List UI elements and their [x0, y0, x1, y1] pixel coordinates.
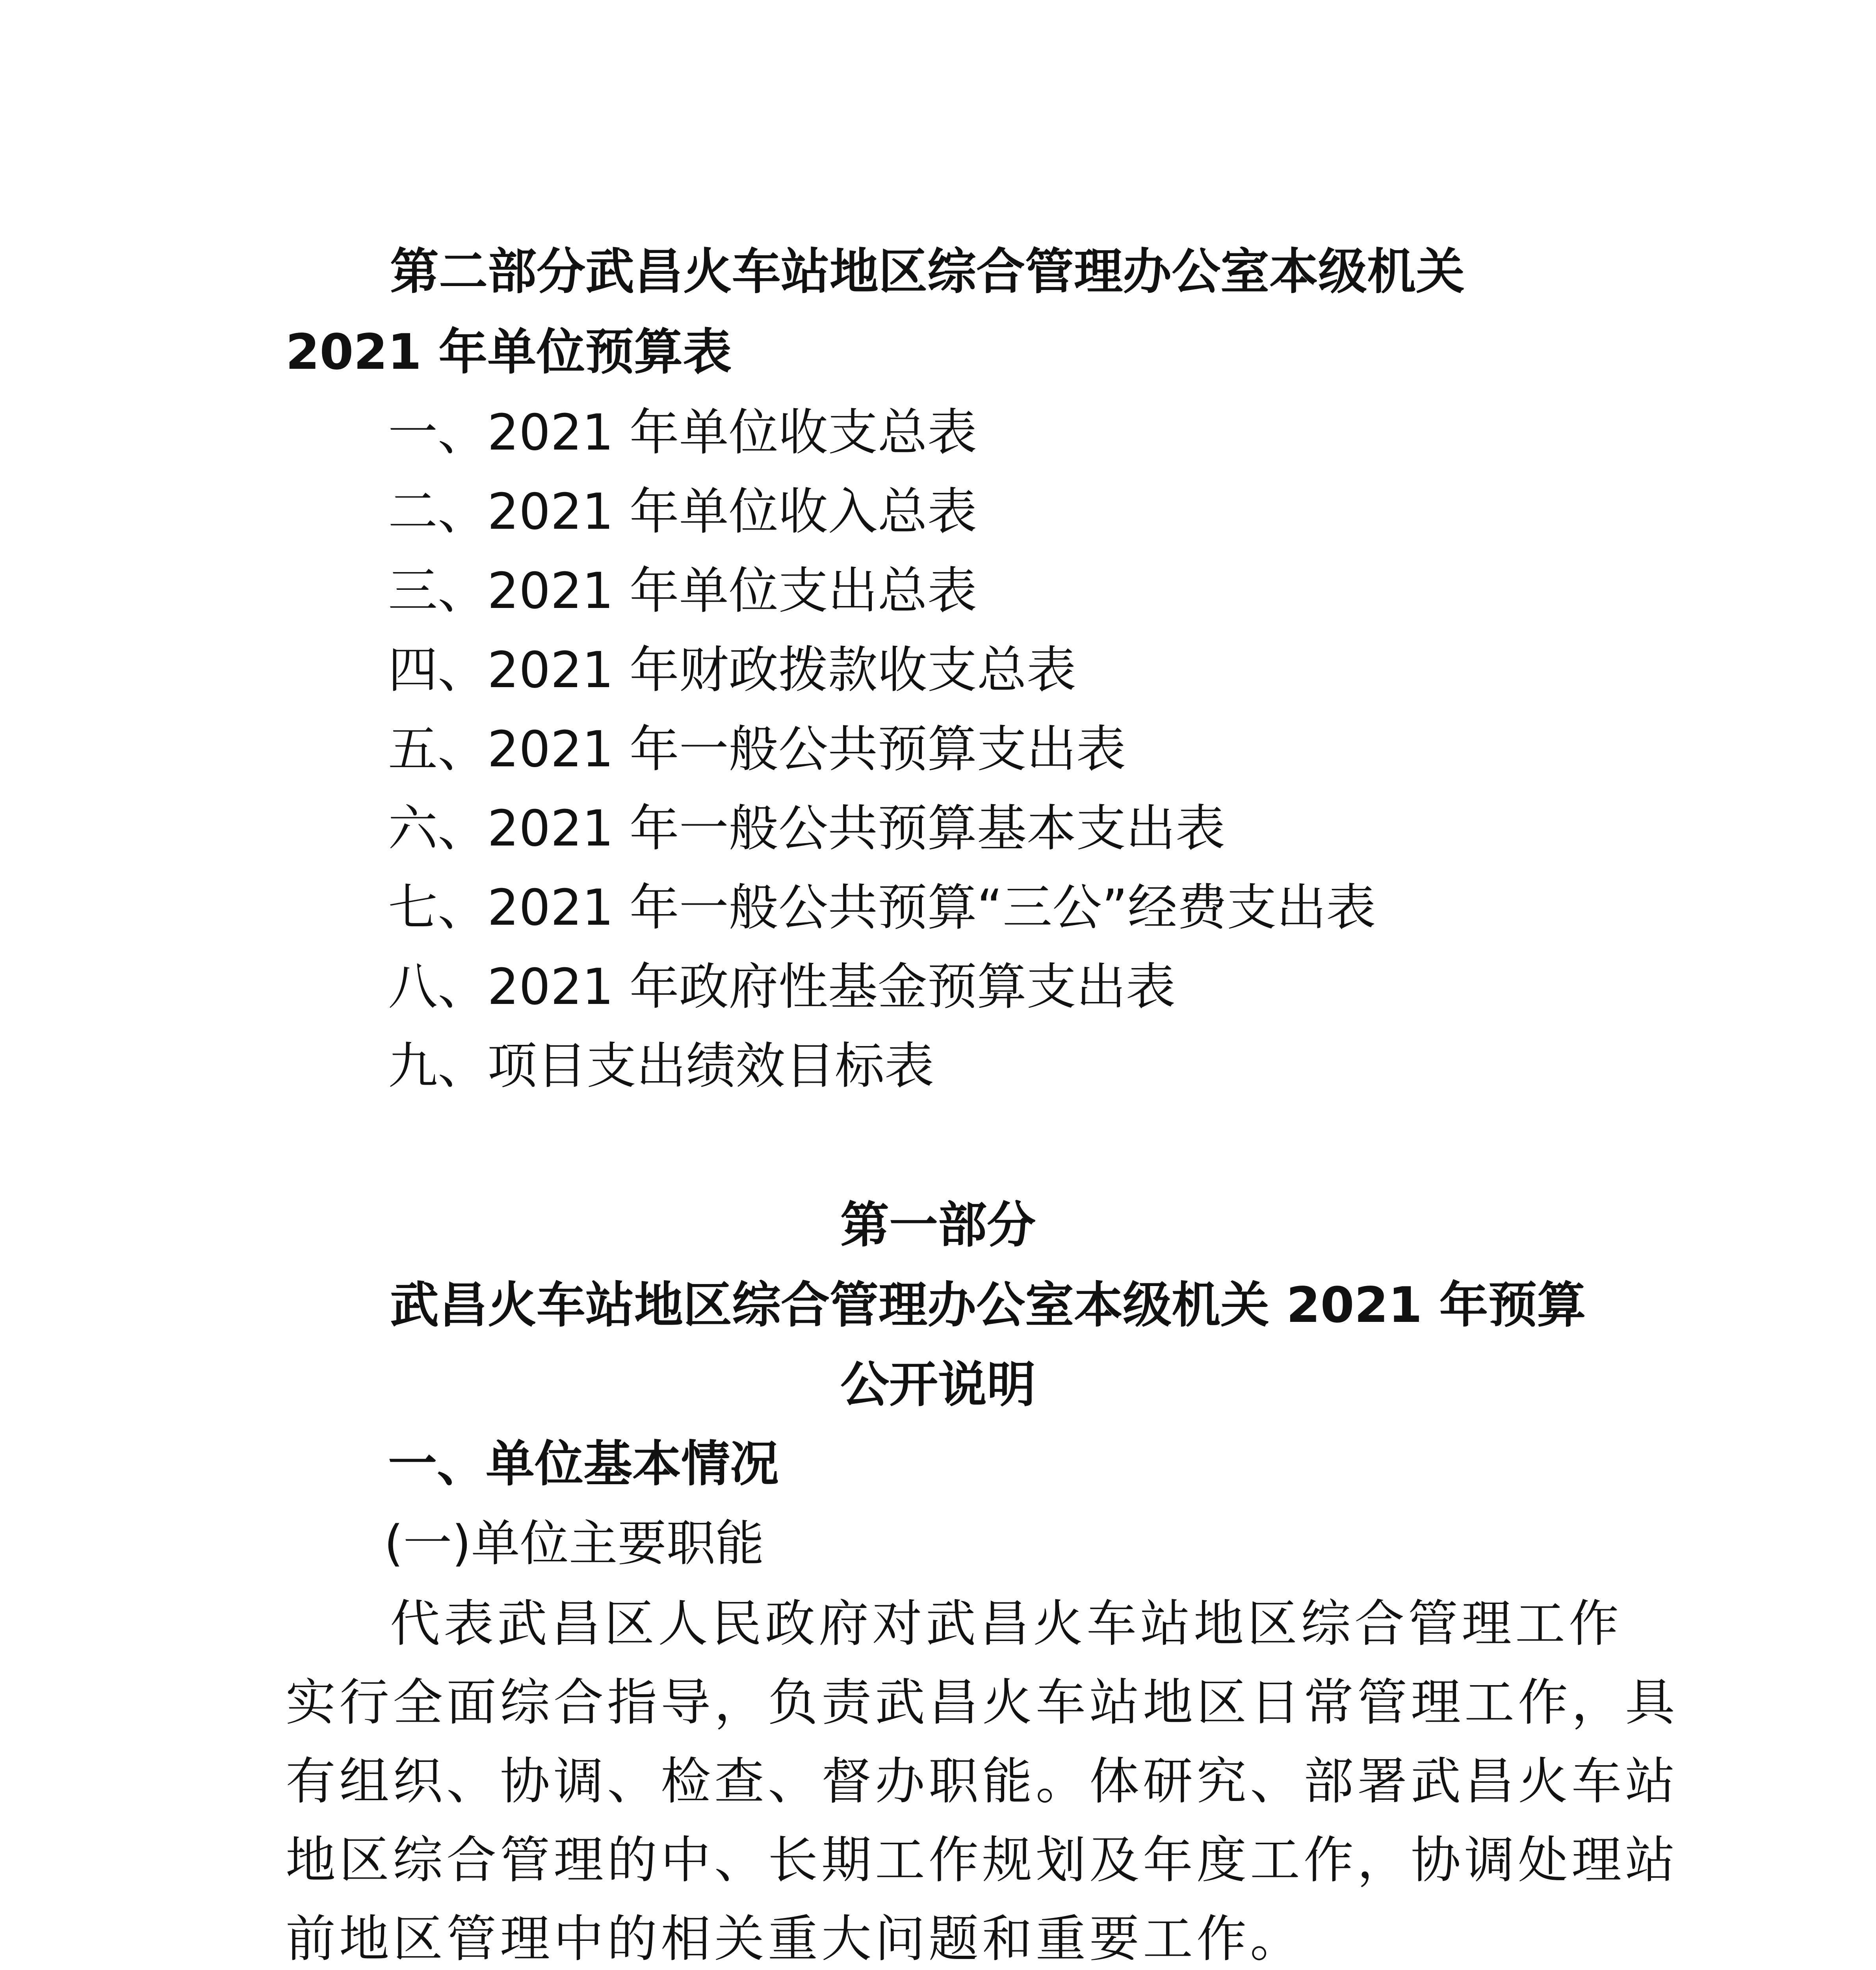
section-heading-unit-basic-info: 一、单位基本情况 — [388, 1436, 779, 1492]
part-one-title-line1: 武昌火车站地区综合管理办公室本级机关 2021 年预算 — [390, 1277, 1586, 1334]
part-two-title-line2: 2021 年单位预算表 — [286, 324, 732, 381]
functions-paragraph-line4: 地区综合管理的中、长期工作规划及年度工作，协调处理站 — [286, 1831, 1679, 1889]
functions-paragraph-line5: 前地区管理中的相关重大问题和重要工作。 — [286, 1910, 1304, 1968]
part-one-label: 第一部分 — [840, 1197, 1036, 1254]
part-two-title-line1: 第二部分武昌火车站地区综合管理办公室本级机关 — [390, 243, 1465, 300]
toc-item-8: 八、2021 年政府性基金预算支出表 — [388, 958, 1176, 1016]
toc-item-4: 四、2021 年财政拨款收支总表 — [388, 641, 1076, 699]
toc-item-9: 九、项目支出绩效目标表 — [388, 1037, 934, 1095]
part-one-title-line2: 公开说明 — [840, 1357, 1036, 1413]
functions-paragraph-line2: 实行全面综合指导，负责武昌火车站地区日常管理工作，具 — [286, 1673, 1679, 1732]
toc-item-6: 六、2021 年一般公共预算基本支出表 — [388, 799, 1225, 857]
toc-item-5: 五、2021 年一般公共预算支出表 — [388, 720, 1126, 778]
toc-item-1: 一、2021 年单位收支总表 — [388, 403, 977, 461]
functions-paragraph-line1: 代表武昌区人民政府对武昌火车站地区综合管理工作 — [390, 1595, 1623, 1653]
toc-item-7: 七、2021 年一般公共预算“三公”经费支出表 — [388, 879, 1376, 937]
toc-item-2: 二、2021 年单位收入总表 — [388, 483, 977, 541]
toc-item-3: 三、2021 年单位支出总表 — [388, 562, 977, 620]
functions-paragraph-line3: 有组织、协调、检查、督办职能。体研究、部署武昌火车站 — [286, 1752, 1679, 1810]
subsection-heading-main-functions: (一)单位主要职能 — [384, 1515, 764, 1572]
